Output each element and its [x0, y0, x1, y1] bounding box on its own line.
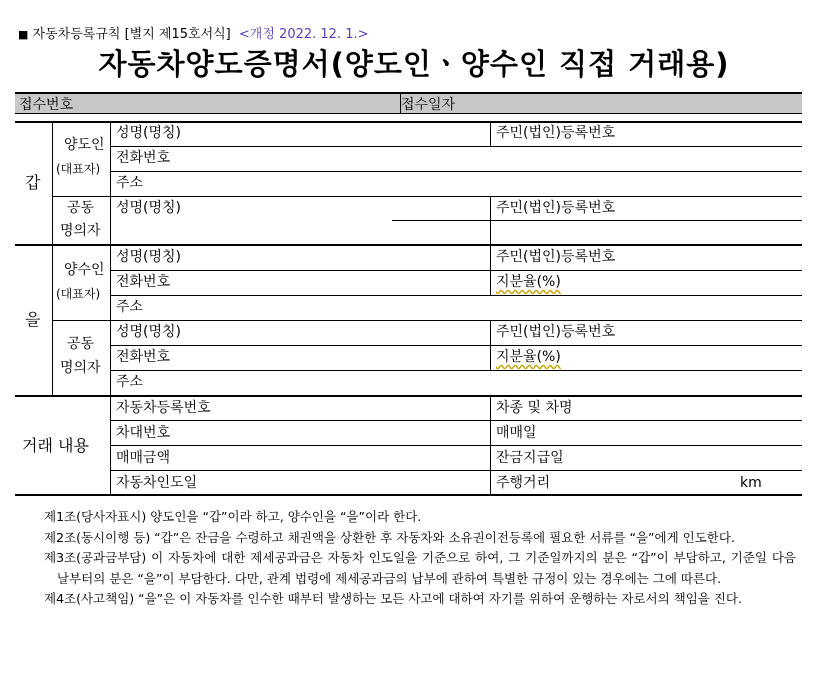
- seller-address-label: 주소: [116, 175, 144, 191]
- document-title: 자동차양도증명서(양도인ㆍ양수인 직접 거래용): [98, 47, 730, 81]
- seller-joint-label: 공동: [67, 200, 95, 216]
- section-border-eul-top: [15, 244, 802, 246]
- square-icon: ■: [18, 28, 29, 41]
- reception-number-label: 접수번호: [19, 97, 74, 113]
- buyer-joint-label: 공동: [67, 336, 95, 352]
- eul-side-label: 을: [25, 310, 41, 329]
- term-item: 제4조(사고책임) “을”은 이 자동차를 인수한 때부터 발생하는 모든 사고에 대하여 자기를 위하여 운행하는 자로서의 책임을 진다.: [44, 591, 742, 606]
- mileage-unit: km: [740, 475, 762, 491]
- eul-row-line: [110, 295, 802, 296]
- eul-row-line: [110, 370, 802, 371]
- seller-name-label: 성명(명칭): [116, 125, 182, 141]
- gap-row-line: [52, 196, 802, 197]
- gap-side-label: 갑: [25, 173, 41, 192]
- term-item: 제3조(공과금부담) 이 자동차에 대한 제세공과금은 자동차 인도일을 기준으로 하여, 그 기준일까지의 분은 “갑”이 부담하고, 기준일 다음 날부터의 분은 “을”이 부담한다. 다만, 관계 법령에 제세공과금의 납부에 관하여 특별한 규정이 있는 경우에는 그에 따른다.: [44, 550, 796, 586]
- transaction-row-line: [110, 420, 802, 421]
- seller-joint-regno-label: 주민(법인)등록번호: [496, 200, 616, 216]
- delivery-date-label: 자동차인도일: [116, 475, 198, 491]
- reception-divider: [400, 94, 401, 114]
- transaction-side-label: 거래 내용: [22, 436, 89, 455]
- buyer-joint-address-label: 주소: [116, 374, 144, 390]
- seller-representative-label: (대표자): [56, 162, 101, 176]
- gap-row-line: [110, 171, 802, 172]
- buyer-joint-name-label: 성명(명칭): [116, 324, 182, 340]
- gap-col-divider: [490, 122, 491, 146]
- transaction-row-line: [110, 470, 802, 471]
- buyer-share-label: 지분율(%): [496, 274, 561, 290]
- gap-label-divider: [110, 122, 111, 244]
- buyer-address-label: 주소: [116, 299, 144, 315]
- eul-row-line: [52, 320, 802, 321]
- buyer-joint-phone-label: 전화번호: [116, 349, 171, 365]
- transaction-row-line: [110, 445, 802, 446]
- eul-row-line: [110, 345, 802, 346]
- term-item: 제2조(동시이행 등) “갑”은 잔금을 수령하고 채권액을 상환한 후 자동차와 소유권이전등록에 필요한 서류를 “을”에게 인도한다.: [44, 529, 735, 545]
- eul-row-line: [110, 270, 802, 271]
- contract-terms: [44, 507, 796, 610]
- buyer-joint-owner-label: 명의자: [60, 360, 101, 376]
- reception-date-label: 접수일자: [401, 97, 456, 113]
- section-border-transaction-bottom: [15, 494, 802, 496]
- chassis-number-label: 차대번호: [116, 425, 171, 441]
- buyer-representative-label: (대표자): [56, 287, 101, 301]
- form-rule-reference: 자동차등록규칙 [별지 제15호서식]: [32, 27, 231, 42]
- buyer-regno-label: 주민(법인)등록번호: [496, 249, 616, 265]
- gap-side-divider: [52, 122, 53, 244]
- seller-regno-label: 주민(법인)등록번호: [496, 125, 616, 141]
- car-type-label: 차종 및 차명: [496, 400, 573, 416]
- reception-bar: [15, 92, 802, 114]
- seller-label: 양도인: [64, 137, 105, 153]
- car-registration-number-label: 자동차등록번호: [116, 400, 211, 416]
- term-item: 제1조(당사자표시) 양도인을 “갑”이라 하고, 양수인을 “을”이라 한다.: [44, 509, 422, 524]
- balance-payment-date-label: 잔금지급일: [496, 450, 564, 466]
- gap-row-line: [110, 146, 802, 147]
- seller-joint-owner-label: 명의자: [60, 223, 101, 239]
- mileage-label: 주행거리: [496, 475, 551, 491]
- form-header: [18, 23, 369, 42]
- revision-date: <개정 2022. 12. 1.>: [238, 27, 369, 42]
- section-border-gap-top: [15, 121, 802, 123]
- seller-joint-name-label: 성명(명칭): [116, 200, 182, 216]
- buyer-label: 양수인: [64, 262, 105, 278]
- buyer-joint-share-label: 지분율(%): [496, 349, 561, 365]
- section-border-transaction-top: [15, 395, 802, 397]
- sale-amount-label: 매매금액: [116, 450, 171, 466]
- buyer-phone-label: 전화번호: [116, 274, 171, 290]
- sale-date-label: 매매일: [496, 425, 537, 441]
- buyer-name-label: 성명(명칭): [116, 249, 182, 265]
- seller-phone-label: 전화번호: [116, 150, 171, 166]
- buyer-joint-regno-label: 주민(법인)등록번호: [496, 324, 616, 340]
- gap-row-line: [392, 220, 802, 221]
